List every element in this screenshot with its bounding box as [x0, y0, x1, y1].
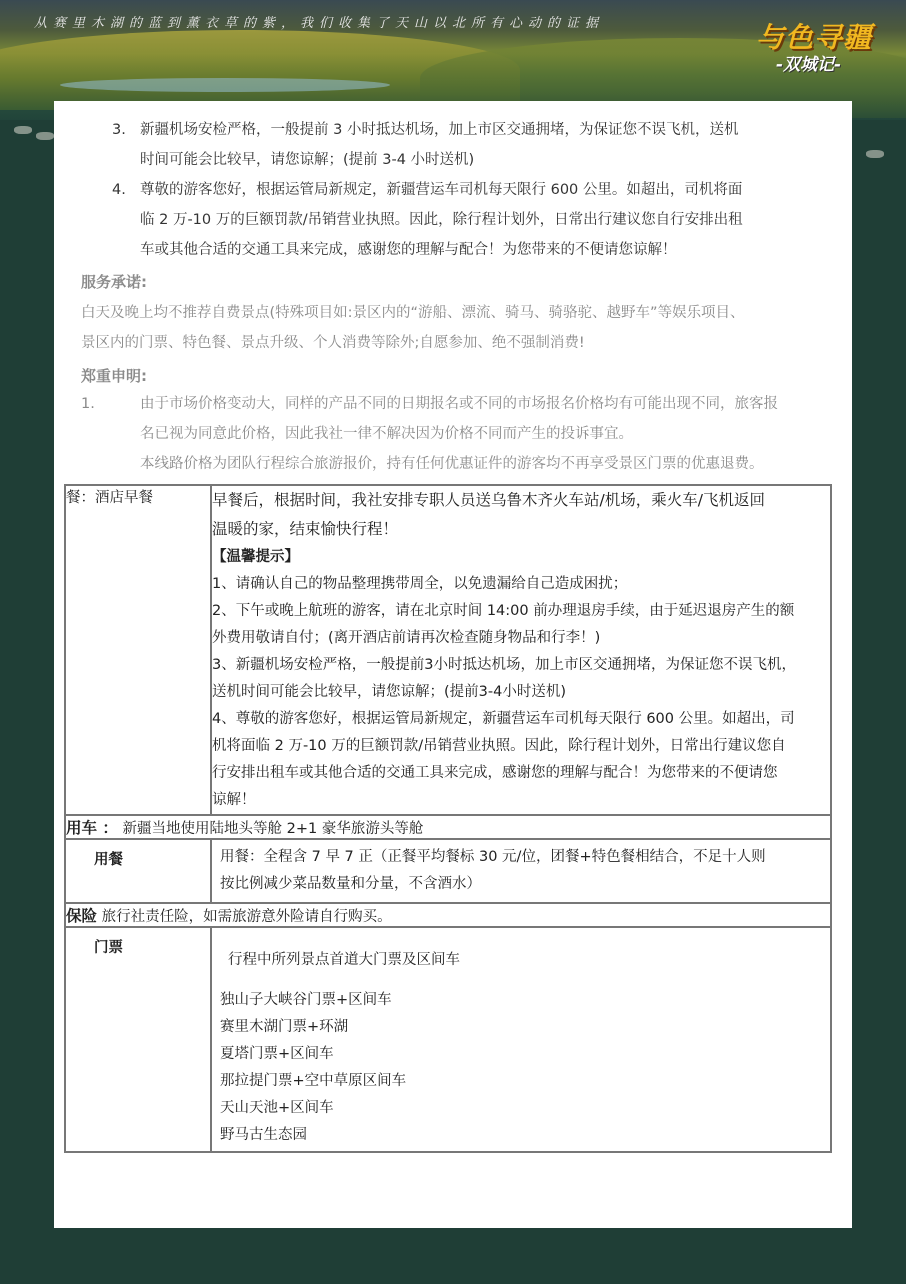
list-item: 独山子大峡谷门票+区间车 [220, 992, 392, 1008]
list-item: 天山天池+区间车 [220, 1100, 334, 1116]
list-item: 赛里木湖门票+环湖 [220, 1019, 349, 1035]
table-row [65, 927, 831, 1152]
list-item: 夏塔门票+区间车 [220, 1046, 334, 1062]
meal-label: 用餐 [65, 839, 211, 903]
day-intro: 早餐后，根据时间，我社安排专职人员送乌鲁木齐火车站/机场，乘火车/飞机返回 温暖的家，结束愉快行程！ [212, 491, 765, 538]
table-row [65, 839, 831, 903]
insurance-row [65, 903, 831, 927]
car-row [65, 815, 831, 839]
tickets-summary: 行程中所列景点首道大门票及区间车 [228, 952, 460, 968]
note-text: 新疆机场安检严格，一般提前 3 小时抵达机场，加上市区交通拥堵，为保证您不误飞机，送机 时间可能会比较早，请您谅解；(提前 3-4 小时送机) [140, 122, 739, 168]
tips-list: 1、请确认自己的物品整理携带周全，以免遗漏给自己造成困扰； 2、下午或晚上航班的游客，请在北京时间 14:00 前办理退房手续，由于延迟退房产生的额 外费用敬请自付；(离开酒店前请再次检查随身物品和行李！) 3、新疆机场安检严格，一般提前3小时抵达机场，加上市区交通拥堵，为保证您不误飞机， 送机时间可能会比较早，请您谅解；(提前3-4小时送机) 4、尊敬的游客您好，根据运管局新规定，新疆营运车司机每天限行 600 公里。如超出，司 机将面临 2 万-10 万的巨额罚款/吊销营业执照。因此，除行程计划外，日常出行建议您自 行安排出租车或其他合适的交通工具来完成，感谢您的理解与配合！为您带来的不便请您 谅解！ [212, 576, 796, 808]
statement-number: 1. [81, 396, 95, 412]
document-page [54, 101, 852, 1228]
note-number: 3. [112, 122, 126, 138]
table-row [65, 815, 831, 839]
list-item: 那拉提门票+空中草原区间车 [220, 1073, 407, 1089]
header-slogan: 从赛里木湖的蓝到薰衣草的紫，我们收集了天山以北所有心动的证据 [34, 16, 605, 31]
day-meal-label: 餐：酒店早餐 [65, 485, 211, 815]
tips-title: 【温馨提示】 [212, 549, 299, 565]
table-row [65, 903, 831, 927]
day-detail [211, 485, 831, 815]
itinerary-table [64, 484, 832, 1153]
sheep-decoration [866, 150, 884, 158]
service-text: 白天及晚上均不推荐自费景点(特殊项目如:景区内的“游船、漂流、骑马、骑骆驼、越野车”等娱乐项目、 景区内的门票、特色餐、景点升级、个人消费等除外;自愿参加、绝不强制消费! [81, 305, 745, 351]
service-title: 服务承诺: [81, 273, 147, 291]
note-text: 尊敬的游客您好，根据运管局新规定，新疆营运车司机每天限行 600 公里。如超出，司机将面 临 2 万-10 万的巨额罚款/吊销营业执照。因此，除行程计划外，日常出行建议您自行安排出租 车或其他合适的交通工具来完成，感谢您的理解与配合！为您带来的不便请您谅解！ [140, 182, 743, 258]
car-label: 用车 ： [66, 819, 118, 837]
tickets-label: 门票 [65, 927, 211, 1152]
insurance-label: 保险 [66, 907, 98, 925]
statement-text: 1. 由于市场价格变动大，同样的产品不同的日期报名或不同的市场报名价格均有可能出现不同，旅客报 名已视为同意此价格，因此我社一律不解决因为价格不同而产生的投诉事宜。 本线路价格为团队行程综合旅游报价，持有任何优惠证件的游客均不再享受景区门票的优惠退费。 [81, 389, 831, 479]
insurance-text: 旅行社责任险，如需旅游意外险请自行购买。 [101, 909, 392, 925]
brand-logo-subtitle: -双城记- [776, 55, 842, 75]
tickets-detail [211, 927, 831, 1152]
list-item: 野马古生态园 [220, 1127, 307, 1143]
car-text: 新疆当地使用陆地头等舱 2+1 豪华旅游头等舱 [122, 821, 424, 837]
meal-text: 用餐：全程含 7 早 7 正（正餐平均餐标 30 元/位，团餐+特色餐相结合，不足十人则 按比例减少菜品数量和分量，不含酒水） [211, 839, 831, 903]
sheep-decoration [36, 132, 54, 140]
landscape-river [60, 78, 390, 92]
sheep-decoration [14, 126, 32, 134]
brand-logo: 与色寻疆 [756, 21, 873, 54]
table-row [65, 485, 831, 815]
note-number: 4. [112, 182, 126, 198]
statement-title: 郑重申明: [81, 367, 147, 385]
